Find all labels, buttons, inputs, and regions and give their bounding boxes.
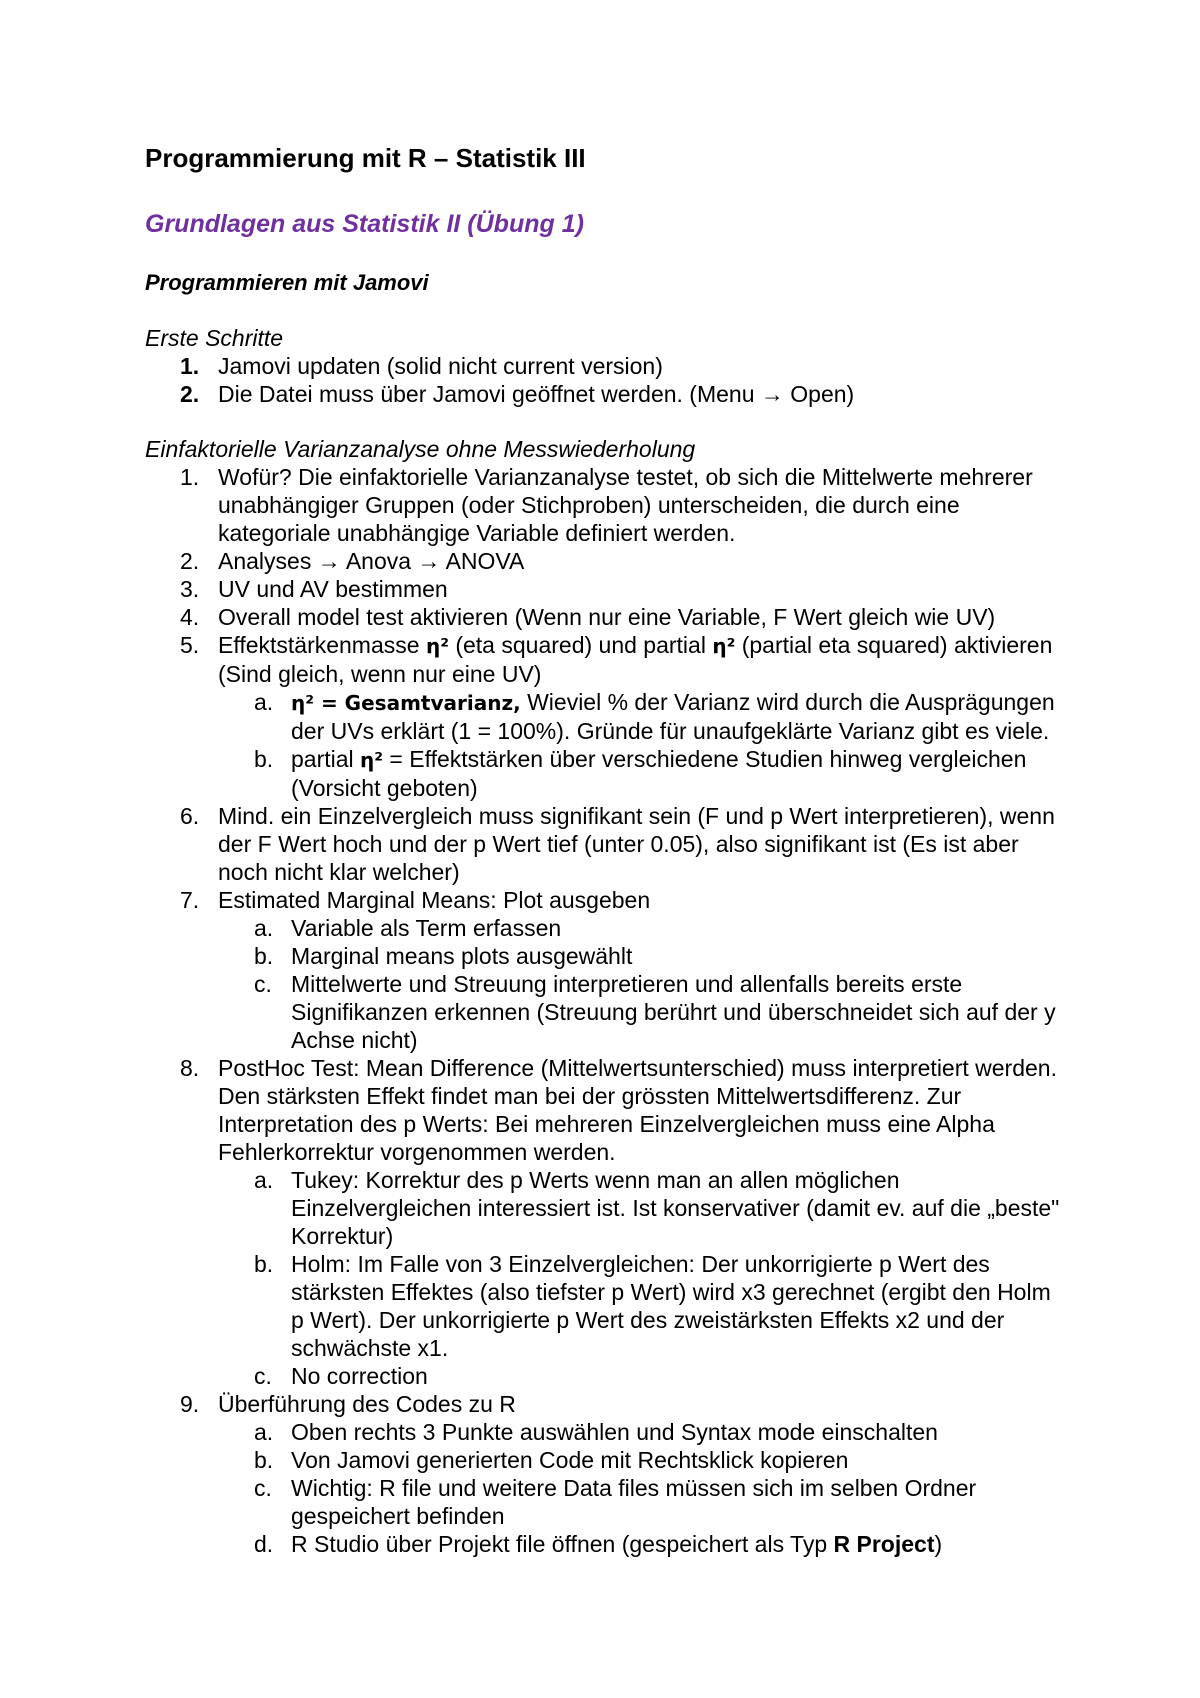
sub-list-item	[218, 1474, 1065, 1530]
sub-list-text: partial η² = Effektstärken über verschiedene Studien hinweg vergleichen (Vorsicht geboten)	[291, 746, 1027, 801]
bold-term: R Project	[833, 1531, 935, 1557]
sub-list-item	[218, 745, 1065, 802]
sub-list-letter: b.	[254, 1447, 274, 1473]
list-number: 2.	[180, 548, 200, 574]
sub-list-letter: d.	[254, 1531, 274, 1557]
sub-list-text: Wichtig: R file und weitere Data files müssen sich im selben Ordner gespeichert befinden	[291, 1475, 977, 1529]
list-item	[145, 603, 1065, 631]
list-item	[145, 463, 1065, 547]
sub-list-text: Variable als Term erfassen	[291, 915, 562, 941]
list-number: 5.	[180, 632, 200, 658]
list-number: 3.	[180, 576, 200, 602]
sub-list-item	[218, 1418, 1065, 1446]
sub-list-letter: b.	[254, 943, 274, 969]
first-steps-section	[145, 324, 1105, 408]
sub-list-item	[218, 1362, 1065, 1390]
anova-list	[145, 463, 1065, 1558]
bold-term: η² = Gesamtvarianz,	[291, 691, 521, 715]
sub-list	[218, 1418, 1065, 1558]
list-item	[145, 575, 1065, 603]
sub-list-item	[218, 1250, 1065, 1362]
list-text: Effektstärkenmasse η² (eta squared) und partial η² (partial eta squared) aktivieren (Sind gleich, wenn nur eine UV)	[218, 632, 1053, 687]
list-text: Overall model test aktivieren (Wenn nur eine Variable, F Wert gleich wie UV)	[218, 604, 996, 630]
sub-list	[218, 1166, 1065, 1390]
sub-list	[218, 914, 1065, 1054]
sub-list-text: η² = Gesamtvarianz, Wieviel % der Varianz wird durch die Ausprägungen der UVs erklärt (1 = 100%). Gründe für unaufgeklärte Varianz gibt es viele.	[291, 689, 1055, 744]
document-subtitle: Grundlagen aus Statistik II (Übung 1)	[145, 210, 584, 238]
list-number: 6.	[180, 803, 200, 829]
list-number: 1.	[180, 464, 200, 490]
sub-list-letter: a.	[254, 1419, 274, 1445]
sub-list-letter: a.	[254, 915, 274, 941]
list-text: UV und AV bestimmen	[218, 576, 448, 602]
list-number: 2.	[180, 381, 200, 407]
sub-list-text: Von Jamovi generierten Code mit Rechtsklick kopieren	[291, 1447, 849, 1473]
sub-list-item	[218, 1446, 1065, 1474]
list-number: 8.	[180, 1055, 200, 1081]
list-item	[145, 802, 1065, 886]
list-item	[145, 886, 1065, 1054]
list-text: Mind. ein Einzelvergleich muss signifikant sein (F und p Wert interpretieren), wenn der F Wert hoch und der p Wert tief (unter 0.05), also signifikant ist (Es ist aber noch nicht klar welcher)	[218, 803, 1055, 885]
list-item	[145, 1054, 1065, 1390]
list-text: Analyses → Anova → ANOVA	[218, 548, 525, 574]
sub-list-letter: c.	[254, 1363, 272, 1389]
list-number: 7.	[180, 887, 200, 913]
list-item	[145, 352, 1105, 380]
section-heading: Programmieren mit Jamovi	[145, 270, 429, 295]
sub-list-item	[218, 970, 1065, 1054]
sub-list-text: No correction	[291, 1363, 428, 1389]
anova-section	[145, 435, 1065, 1558]
sub-list-letter: a.	[254, 1167, 274, 1193]
sub-list-item	[218, 1530, 1065, 1558]
list-text: Überführung des Codes zu R	[218, 1391, 516, 1417]
sub-list-item	[218, 942, 1065, 970]
list-item	[145, 1390, 1065, 1558]
list-number: 1.	[180, 353, 200, 379]
sub-list-text: Tukey: Korrektur des p Werts wenn man an allen möglichen Einzelvergleichen interessiert ist. Ist konservativer (damit ev. auf die „beste" Korrektur)	[291, 1167, 1060, 1249]
list-text: Estimated Marginal Means: Plot ausgeben	[218, 887, 651, 913]
list-item	[145, 547, 1065, 575]
sub-list-letter: c.	[254, 971, 272, 997]
sub-list-text: Marginal means plots ausgewählt	[291, 943, 633, 969]
sub-list-item	[218, 914, 1065, 942]
first-steps-list	[145, 352, 1105, 408]
sub-list-letter: b.	[254, 746, 274, 772]
list-text: Jamovi updaten (solid nicht current version)	[218, 353, 663, 379]
eta-squared-symbol: η²	[712, 634, 736, 658]
sub-list-item	[218, 688, 1065, 745]
anova-heading: Einfaktorielle Varianzanalyse ohne Messwiederholung	[145, 436, 696, 462]
eta-squared-symbol: η²	[360, 748, 384, 772]
list-text: Die Datei muss über Jamovi geöffnet werden. (Menu → Open)	[218, 381, 855, 407]
sub-list-letter: b.	[254, 1251, 274, 1277]
sub-list-letter: c.	[254, 1475, 272, 1501]
sub-list-letter: a.	[254, 689, 274, 715]
sub-list-text: Oben rechts 3 Punkte auswählen und Syntax mode einschalten	[291, 1419, 938, 1445]
first-steps-heading: Erste Schritte	[145, 325, 284, 351]
sub-list-item	[218, 1166, 1065, 1250]
list-number: 9.	[180, 1391, 200, 1417]
list-item	[145, 380, 1105, 408]
sub-list-text: Holm: Im Falle von 3 Einzelvergleichen: Der unkorrigierte p Wert des stärksten Effektes (also tiefster p Wert) wird x3 gerechnet (ergibt den Holm p Wert). Der unkorrigierte p Wert des zweistärksten Effekts x2 und der schwächste x1.	[291, 1251, 1051, 1361]
document-title: Programmierung mit R – Statistik III	[145, 143, 586, 173]
list-text: PostHoc Test: Mean Difference (Mittelwertsunterschied) muss interpretiert werden. Den stärksten Effekt findet man bei der grössten Mittelwertsdifferenz. Zur Interpretation des p Werts: Bei mehreren Einzelvergleichen muss eine Alpha Fehlerkorrektur vorgenommen werden.	[218, 1055, 1057, 1165]
eta-squared-symbol: η²	[425, 634, 449, 658]
sub-list-text: Mittelwerte und Streuung interpretieren und allenfalls bereits erste Signifikanzen erkennen (Streuung berührt und überschneidet sich auf der y Achse nicht)	[291, 971, 1056, 1053]
sub-list-text: R Studio über Projekt file öffnen (gespeichert als Typ R Project)	[291, 1531, 943, 1557]
list-number: 4.	[180, 604, 200, 630]
sub-list	[218, 688, 1065, 802]
list-text: Wofür? Die einfaktorielle Varianzanalyse testet, ob sich die Mittelwerte mehrerer unabhängiger Gruppen (oder Stichproben) unterscheiden, die durch eine kategoriale unabhängige Variable definiert werden.	[218, 464, 1033, 546]
list-item	[145, 631, 1065, 802]
